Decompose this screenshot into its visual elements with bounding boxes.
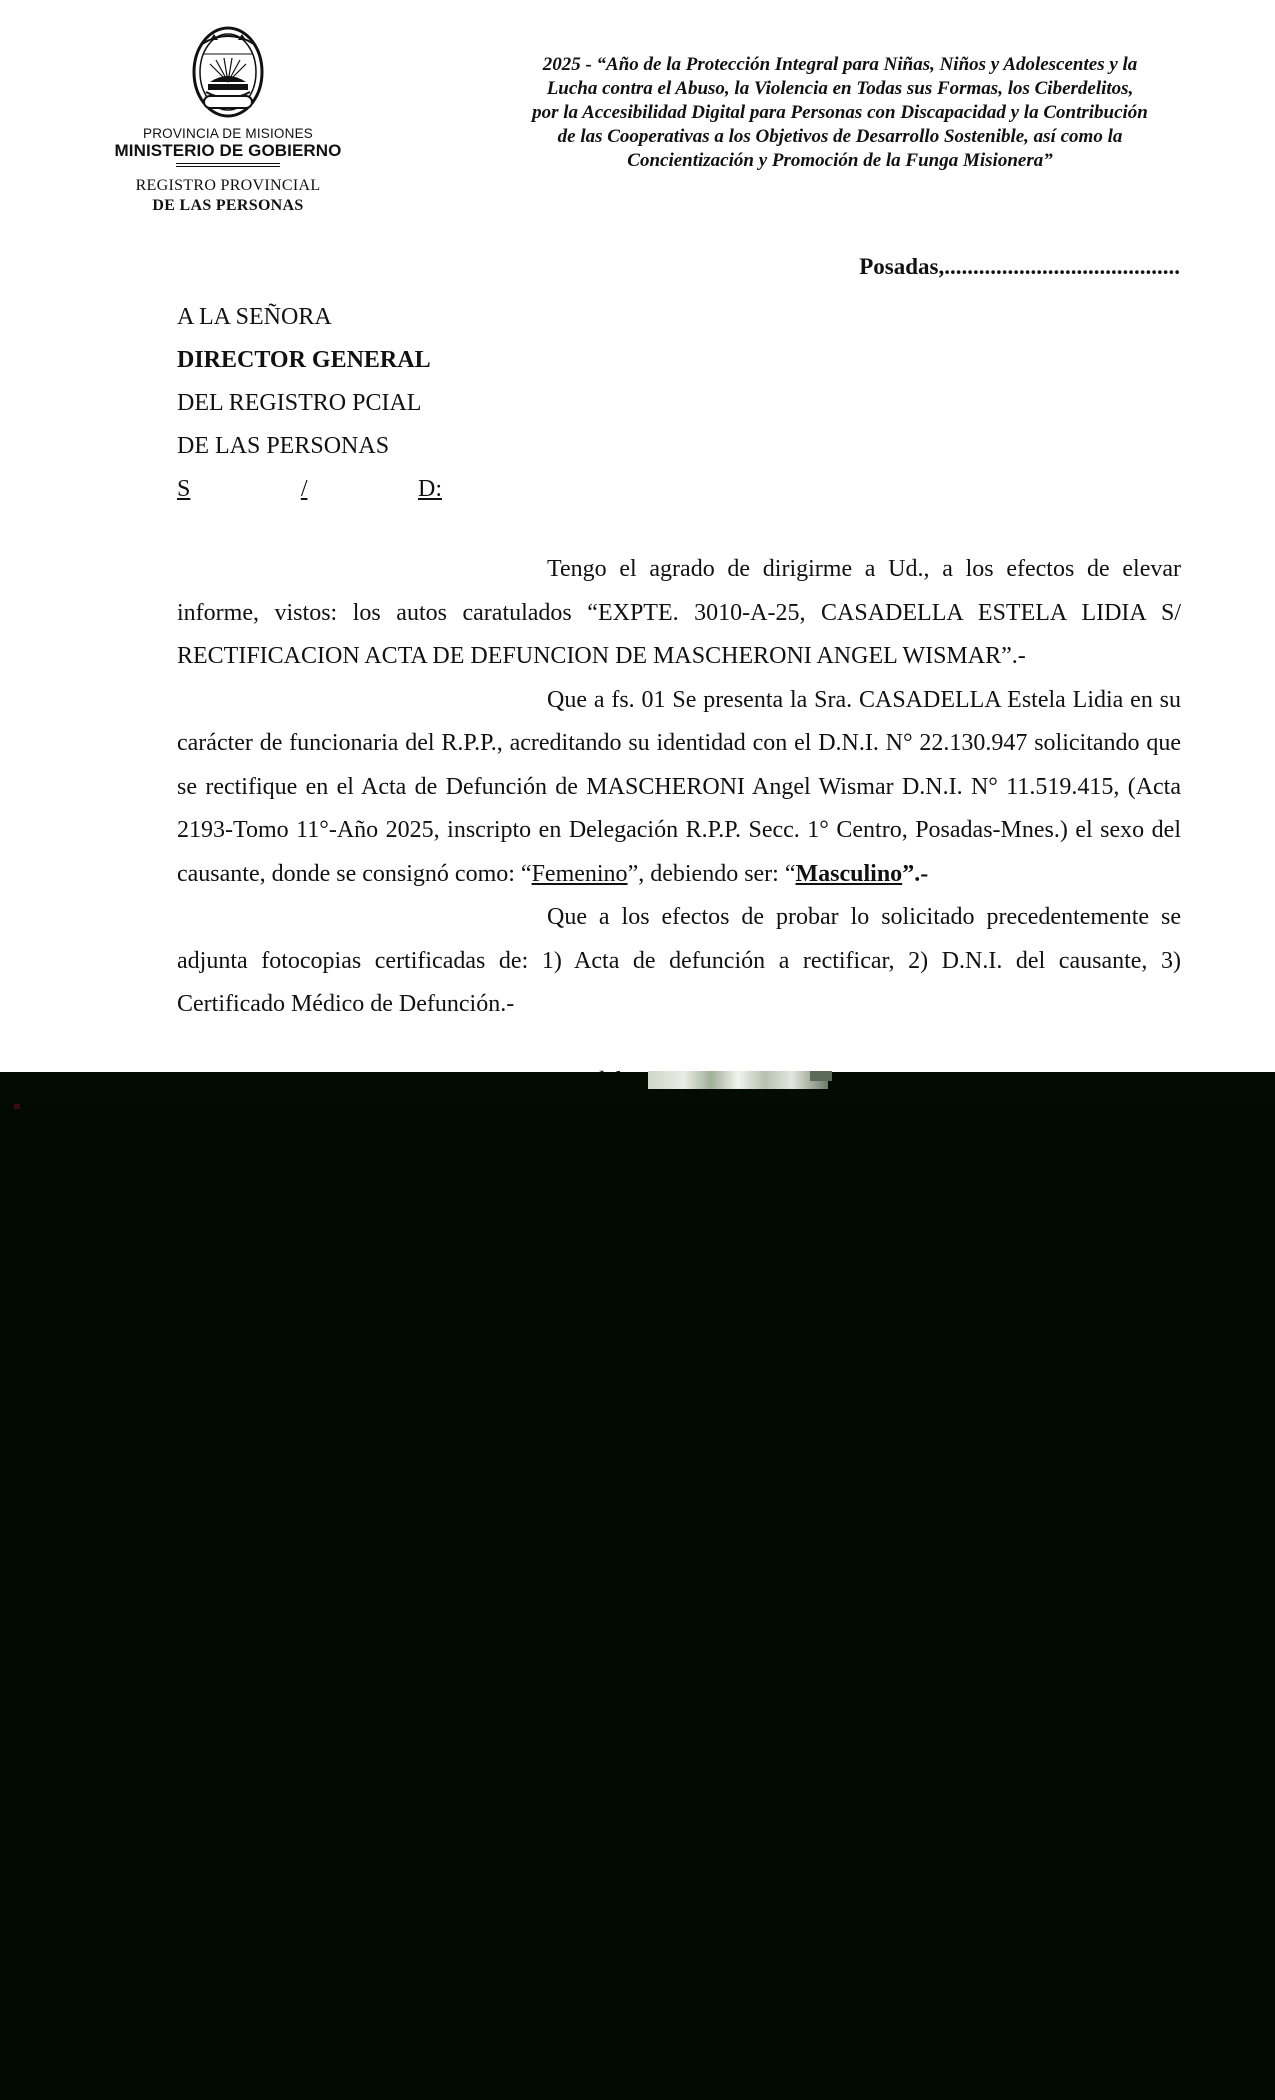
image-glitch-strip xyxy=(648,1071,828,1089)
addressee-line: DEL REGISTRO PCIAL xyxy=(177,390,422,416)
corrupted-band xyxy=(0,1086,1275,1100)
value-masculino: Masculino xyxy=(795,860,903,887)
addressee-block xyxy=(177,296,442,511)
image-glitch-dot xyxy=(14,1104,20,1109)
place-date-line: Posadas,......................................... xyxy=(859,254,1180,279)
value-femenino: Femenino xyxy=(531,860,628,887)
letterhead-logo xyxy=(108,24,348,216)
motto-line: 2025 - “Año de la Protección Integral para Niñas, Niños y Adolescentes y la xyxy=(542,54,1138,75)
addressee-line: DE LAS PERSONAS xyxy=(177,433,390,459)
logo-divider-thin xyxy=(176,166,280,167)
registry-line-1: REGISTRO PROVINCIAL xyxy=(135,177,321,194)
motto-line: Lucha contra el Abuso, la Violencia en Todas sus Formas, los Ciberdelitos, xyxy=(546,78,1134,99)
corrupted-image-area xyxy=(0,1072,1275,2100)
province-name: PROVINCIA DE MISIONES xyxy=(143,126,313,141)
paragraph-attachments: Que a los efectos de probar lo solicitado precedentemente se adjunta fotocopias certificadas de: 1) Acta de defunción a rectificar, 2) D.N.I. del causante, 3) Certificado Médico de Defunción.- xyxy=(177,904,1181,1017)
ministry-name: MINISTERIO DE GOBIERNO xyxy=(114,141,342,160)
addressee-title: DIRECTOR GENERAL xyxy=(177,347,431,373)
letter-body xyxy=(177,548,1181,1027)
provincial-seal-icon xyxy=(180,24,276,120)
logo-divider xyxy=(176,163,280,164)
registry-line-2: DE LAS PERSONAS xyxy=(152,197,304,214)
motto-line: Concientización y Promoción de la Funga Misionera” xyxy=(627,150,1053,171)
su-despacho-line: S / D: xyxy=(177,476,442,502)
year-motto xyxy=(490,53,1190,173)
paragraph-request: Que a fs. 01 Se presenta la Sra. CASADELLA Estela Lidia en su carácter de funcionaria del R.P.P., acreditando su identidad con el D.N.I. N° 22.130.947 solicitando que se rectifique en el Acta de Defunción de MASCHERONI Angel Wismar D.N.I. N° 11.519.415, (Acta 2193-Tomo 11°-Año 2025, inscripto en Delegación R.P.P. Secc. 1° Centro, Posadas-Mnes.) el sexo del causante, donde se consignó como: “Femenino”, debiendo ser: “Masculino”.- xyxy=(177,686,1181,887)
image-glitch-block xyxy=(810,1071,832,1081)
motto-line: de las Cooperativas a los Objetivos de Desarrollo Sostenible, así como la xyxy=(557,126,1123,147)
motto-line: por la Accesibilidad Digital para Personas con Discapacidad y la Contribución xyxy=(532,102,1148,123)
addressee-line: A LA SEÑORA xyxy=(177,304,332,330)
paragraph-introduction: Tengo el agrado de dirigirme a Ud., a los efectos de elevar informe, vistos: los autos caratulados “EXPTE. 3010-A-25, CASADELLA ESTELA LIDIA S/ RECTIFICACION ACTA DE DEFUNCION DE MASCHERONI ANGEL WISMAR”.- xyxy=(177,556,1181,669)
registry-name xyxy=(108,176,348,216)
